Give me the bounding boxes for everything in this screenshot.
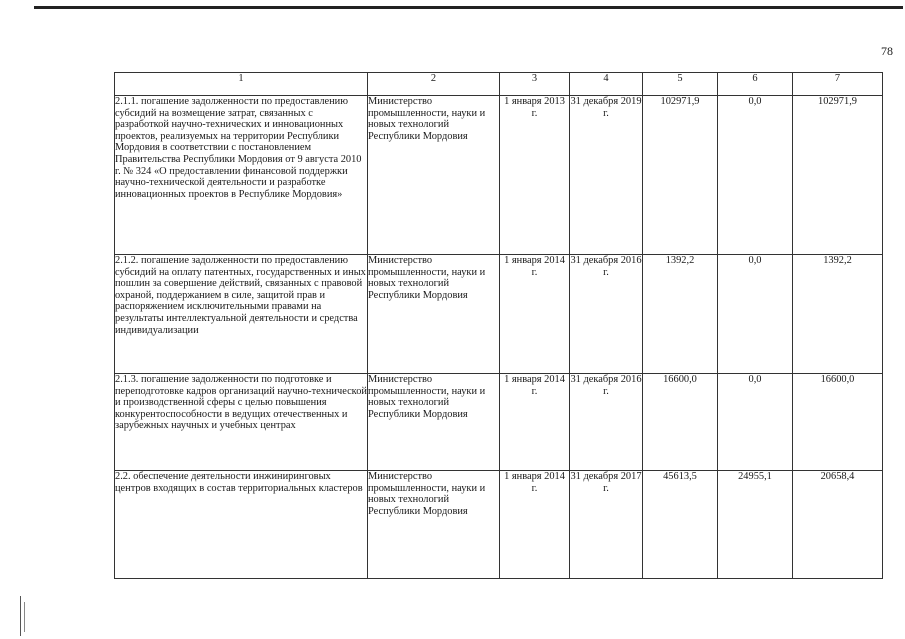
table-header-row [115, 73, 883, 96]
amount-col7-cell: 102971,9 [793, 96, 883, 255]
executor-cell: Министерство промышленности, науки и новых технологий Республики Мордовия [368, 471, 500, 579]
column-header: 4 [570, 73, 643, 96]
executor-cell: Министерство промышленности, науки и новых технологий Республики Мордовия [368, 255, 500, 374]
amount-col7-cell: 16600,0 [793, 374, 883, 471]
top-rule [34, 6, 903, 9]
document-table [114, 72, 883, 579]
table-row [115, 255, 883, 374]
executor-cell: Министерство промышленности, науки и новых технологий Республики Мордовия [368, 96, 500, 255]
measure-description: 2.1.3. погашение задолженности по подготовке и переподготовке кадров организаций научно-технической и производственной сферы с целью повышения конкурентоспособности в ведущих отечественных и зарубежных научных и учебных центрах [115, 374, 368, 471]
end-date-cell: 31 декабря 2017 г. [570, 471, 643, 579]
measure-description: 2.1.1. погашение задолженности по предоставлению субсидий на возмещение затрат, связанных с разработкой научно-технических и инновационных проектов, реализуемых на территории Республики Мордовия в соответствии с постановлением Правительства Республики Мордовия от 9 августа 2010 г. № 324 «О предоставлении финансовой поддержки научно-технической деятельности и разработке инновационных проектов в Республике Мордовия» [115, 96, 368, 255]
column-header: 2 [368, 73, 500, 96]
table-row [115, 374, 883, 471]
start-date-cell: 1 января 2014 г. [500, 374, 570, 471]
total-amount-cell: 102971,9 [643, 96, 718, 255]
start-date-cell: 1 января 2013 г. [500, 96, 570, 255]
executor-cell: Министерство промышленности, науки и новых технологий Республики Мордовия [368, 374, 500, 471]
column-header: 3 [500, 73, 570, 96]
amount-col6-cell: 0,0 [718, 374, 793, 471]
table-row [115, 96, 883, 255]
measure-description: 2.2. обеспечение деятельности инжиниринговых центров входящих в состав территориальных кластеров [115, 471, 368, 579]
start-date-cell: 1 января 2014 г. [500, 471, 570, 579]
column-header: 6 [718, 73, 793, 96]
page-number: 78 [881, 44, 893, 58]
end-date-cell: 31 декабря 2016 г. [570, 255, 643, 374]
amount-col6-cell: 0,0 [718, 255, 793, 374]
column-header: 5 [643, 73, 718, 96]
start-date-cell: 1 января 2014 г. [500, 255, 570, 374]
scan-edge-mark [20, 596, 21, 636]
scan-edge-mark [24, 602, 25, 632]
column-header: 1 [115, 73, 368, 96]
total-amount-cell: 16600,0 [643, 374, 718, 471]
amount-col6-cell: 24955,1 [718, 471, 793, 579]
total-amount-cell: 1392,2 [643, 255, 718, 374]
amount-col6-cell: 0,0 [718, 96, 793, 255]
end-date-cell: 31 декабря 2019 г. [570, 96, 643, 255]
measure-description: 2.1.2. погашение задолженности по предоставлению субсидий на оплату патентных, государственных и иных пошлин за совершение действий, связанных с правовой охраной, поддержанием в силе, защитой прав и распоряжением исключительными правами на результаты интеллектуальной деятельности и средства индивидуализации [115, 255, 368, 374]
table-row [115, 471, 883, 579]
column-header: 7 [793, 73, 883, 96]
total-amount-cell: 45613,5 [643, 471, 718, 579]
end-date-cell: 31 декабря 2016 г. [570, 374, 643, 471]
amount-col7-cell: 1392,2 [793, 255, 883, 374]
amount-col7-cell: 20658,4 [793, 471, 883, 579]
